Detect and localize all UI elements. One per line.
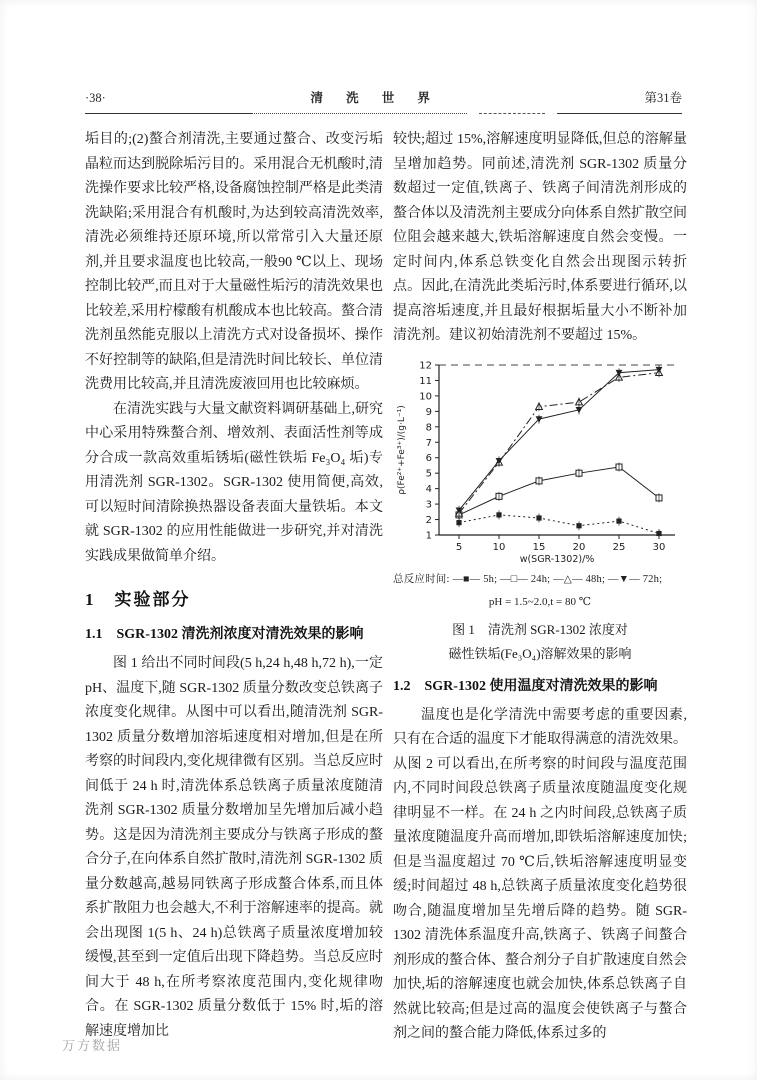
header-divider-segment [252, 112, 467, 114]
svg-text:15: 15 [532, 541, 546, 553]
section-heading-1: 1 实验部分 [85, 590, 191, 609]
page-header [85, 88, 682, 106]
paragraph: 垢目的;(2)螯合剂清洗,主要通过螯合、改变污垢晶粒而达到脱除垢污目的。采用混合无机酸时,清洗操作要求比较严格,设备腐蚀控制严格是此类清洗缺陷;采用混合有机酸时,为达到较高清洗效率,清洗必须维持还原环境,所以常常引入大量还原剂,并且要求温度也比较高,一般90 ℃以上、现场控制比较严,而且对于大量磁性垢污的清洗效果也比较差,采用柠檬酸有机酸成本也比较高。螯合清洗剂虽然能克服以上清洗方式对设备损坏、操作不好控制等的缺陷,但是清洗时间比较长、单位清洗费用比较高,并且清洗废液回用也比较麻烦。 [85, 132, 383, 392]
svg-text:10: 10 [492, 541, 506, 553]
svg-text:5: 5 [425, 468, 432, 480]
paragraph: 图 1 给出不同时间段(5 h,24 h,48 h,72 h),一定 pH、温度下,随 SGR-1302 质量分数改变总铁离子浓度变化规律。从图中可以看出,随清洗剂 SGR-1302 质量分数增加溶垢速度相对增加,但是在所考察的时间段内,变化规律微有区别。当总反应时间低于 24 h 时,清洗体系总铁离子质量浓度随清洗剂 SGR-1302 质量分数增加呈先增加后减小趋势。这是因为清洗剂主要成分与铁离子形成的螯合分子,在向体系自然扩散时,清洗剂 SGR-1302 质量分数越高,越易同铁离子形成螯合体系,而且体系扩散阻力也会越大,不利于溶解速率的提高。就会出现图 1(5 h、24 h)总铁离子质量浓度增加较缓慢,甚至到一定值后出现下降趋势。当总反应时间大于 48 h,在所考察浓度范围内,变化规律吻合。在 SGR-1302 质量分数低于 15% 时,垢的溶解速度增加比 [85, 656, 383, 1039]
svg-text:10: 10 [419, 390, 432, 402]
wanfang-watermark: 万方数据 [62, 1038, 123, 1053]
svg-text:20: 20 [572, 541, 586, 553]
right-column [393, 128, 687, 1047]
figure-caption [393, 618, 687, 666]
svg-text:4: 4 [425, 483, 432, 495]
svg-text:ρ(Fe²⁺+Fe³⁺)/(g·L⁻¹): ρ(Fe²⁺+Fe³⁺)/(g·L⁻¹) [397, 404, 407, 495]
header-divider [85, 112, 682, 114]
svg-text:30: 30 [652, 541, 666, 553]
page-number: ·38· [85, 91, 106, 105]
svg-text:6: 6 [425, 452, 432, 464]
svg-text:w(SGR-1302)/%: w(SGR-1302)/% [519, 553, 595, 565]
line-chart [393, 357, 683, 570]
subsection-heading-1-1: 1.1 SGR-1302 清洗剂浓度对清洗效果的影响 [85, 627, 364, 642]
chart-conditions: pH = 1.5~2.0,t = 80 ℃ [488, 595, 592, 608]
svg-text:8: 8 [425, 421, 432, 433]
svg-text:9: 9 [425, 406, 432, 418]
svg-text:1: 1 [425, 530, 432, 541]
svg-text:5: 5 [455, 541, 463, 553]
svg-text:12: 12 [419, 360, 432, 371]
header-divider-segment [479, 112, 545, 114]
figure-1 [393, 357, 687, 666]
svg-text:25: 25 [612, 541, 626, 553]
svg-text:2: 2 [425, 514, 432, 526]
concentration-line-chart [393, 357, 683, 565]
figure-caption-line1: 图 1 清洗剂 SGR-1302 浓度对 [452, 621, 628, 637]
two-column-body [85, 128, 687, 1047]
svg-text:7: 7 [425, 437, 432, 449]
paragraph: 温度也是化学清洗中需要考虑的重要因素,只有在合适的温度下才能取得满意的清洗效果。从图 2 可以看出,在所考察的时间段与温度范围内,不同时间段总铁离子质量浓度随温度变化规律明显不一样。在 24 h 之内时间段,总铁离子质量浓度随温度升高而增加,即铁垢溶解速度加快;但是当温度超过 70 ℃后,铁垢溶解速度明显变缓;时间超过 48 h,总铁离子质量浓度变化趋势很吻合,随温度增加呈先增后降的趋势。随 SGR-1302 清洗体系温度升高,铁离子、铁离子间螯合剂形成的螯合体、螯合剂分子自扩散速度自然会加快,垢的溶解速度也就会加快,体系总铁离子自然就比较高;但是过高的温度会使铁离子与螯合剂之间的螯合能力降低,体系过多的 [393, 707, 687, 1041]
svg-text:11: 11 [419, 375, 432, 387]
chart-legend: 总反应时间: —■— 5h; —□— 24h; —△— 48h; —▼— 72h; [393, 573, 663, 585]
volume-number: 第31卷 [644, 91, 682, 105]
journal-title: 清 洗 世 界 [310, 91, 440, 105]
figure-caption-line2: 磁性铁垢(Fe₃O₄)溶解效果的影响 [448, 645, 632, 661]
svg-text:3: 3 [425, 499, 432, 511]
header-divider-segment [557, 112, 682, 114]
left-column [85, 128, 383, 1047]
paragraph: 较快;超过 15%,溶解速度明显降低,但总的溶解量呈增加趋势。同前述,清洗剂 SGR-1302 质量分数超过一定值,铁离子、铁离子间清洗剂形成的螯合体以及清洗剂主要成分向体系自然扩散空间位阻会越来越大,铁垢溶解速度自然会变慢。一定时间内,体系总铁变化自然会出现图示转折点。因此,在清洗此类垢污时,体系要进行循环,以提高溶垢速度,并且最好根据垢量大小不断补加清洗剂。建议初始清洗剂不要超过 15%。 [393, 132, 687, 343]
header-divider-segment [85, 112, 252, 114]
subsection-heading-1-2: 1.2 SGR-1302 使用温度对清洗效果的影响 [393, 678, 658, 694]
paragraph: 在清洗实践与大量文献资料调研基础上,研究中心采用特殊螯合剂、增效剂、表面活性剂等成分合成一款高效重垢锈垢(磁性铁垢 Fe₃O₄ 垢)专用清洗剂 SGR-1302。SGR-1302 使用简便,高效,可以短时间清除换热器设备表面大量铁垢。本文就 SGR-1302 的应用性能做进一步研究,并对清洗实践成果做简单介绍。 [85, 401, 383, 564]
